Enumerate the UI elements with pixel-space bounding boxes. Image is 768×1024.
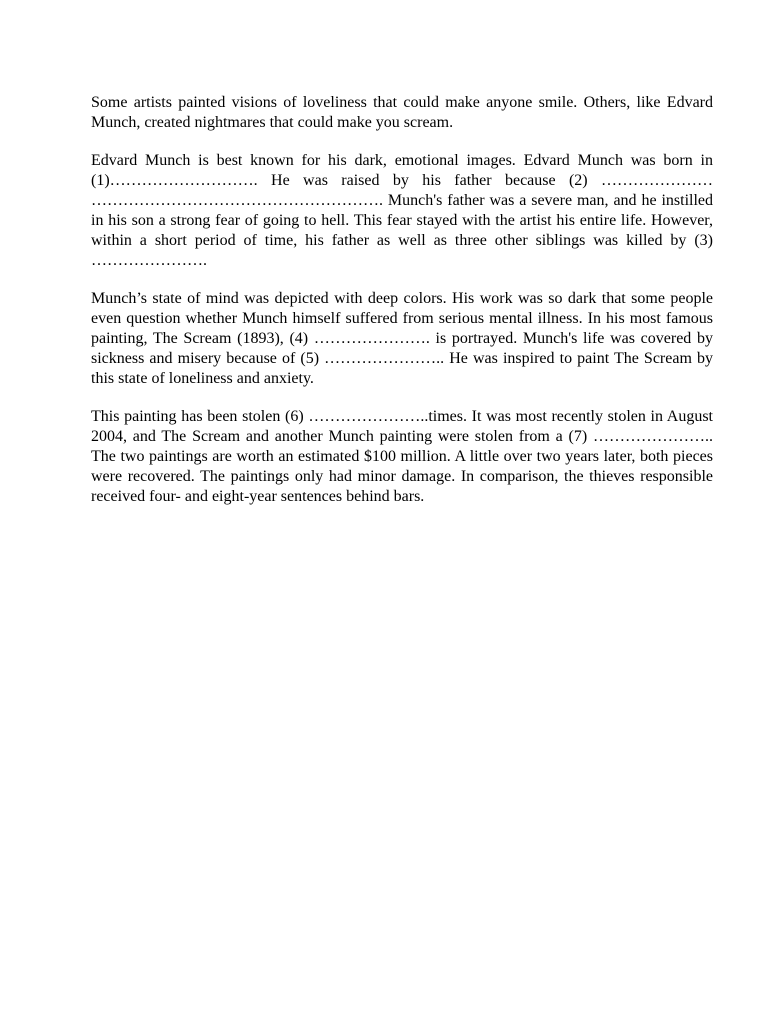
paragraph-intro: Some artists painted visions of loveliness that could make anyone smile. Others, like Edvard Munch, created nightmares that could make you scream. xyxy=(91,94,713,131)
paragraph-state-of-mind: Munch’s state of mind was depicted with deep colors. His work was so dark that some people even question whether Munch himself suffered from serious mental illness. In his most famous painting, The Scream (1893), (4) …………………. is portrayed. Munch's life was covered by sickness and misery because of (5) ………………….. He was inspired to paint The Scream by this state of loneliness and anxiety. xyxy=(91,290,713,387)
paragraph-theft: This painting has been stolen (6) …………………..times. It was most recently stolen in August 2004, and The Scream and another Munch painting were stolen from a (7) ………………….. The two paintings are worth an estimated $100 million. A little over two years later, both pieces were recovered. The paintings only had minor damage. In comparison, the thieves responsible received four- and eight-year sentences behind bars. xyxy=(91,408,713,505)
paragraph-biography: Edvard Munch is best known for his dark, emotional images. Edvard Munch was born in (1)………………………. He was raised by his father because (2) ………………… ………………………………………………. Munch's father was a severe man, and he instilled in his son a strong fear of going to hell. This fear stayed with the artist his entire life. However, within a short period of time, his father as well as three other siblings was killed by (3) …………………. xyxy=(91,152,713,269)
document-body xyxy=(91,93,713,525)
